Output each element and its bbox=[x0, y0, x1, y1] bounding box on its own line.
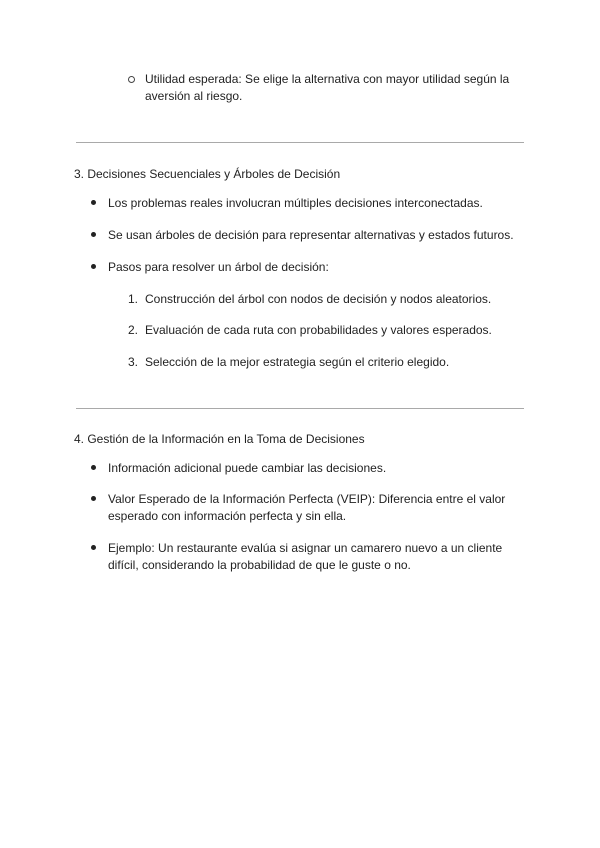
hollow-bullet-icon bbox=[128, 76, 135, 83]
section-heading: 4. Gestión de la Información en la Toma de Decisiones bbox=[74, 432, 365, 446]
step-item: Construcción del árbol con nodos de decisión y nodos aleatorios. bbox=[145, 292, 492, 306]
step-number: 3. bbox=[127, 355, 138, 369]
bullet-icon bbox=[91, 545, 96, 550]
step-item: Selección de la mejor estrategia según el criterio elegido. bbox=[145, 355, 450, 369]
bullet-item: Ejemplo: Un restaurante evalúa si asignar un camarero nuevo a un cliente bbox=[108, 541, 503, 555]
step-number: 2. bbox=[127, 323, 138, 337]
bullet-item: Valor Esperado de la Información Perfecta (VEIP): Diferencia entre el valor bbox=[108, 492, 506, 506]
bullet-item: Pasos para resolver un árbol de decisión: bbox=[108, 260, 329, 274]
bullet-item-continuation: difícil, considerando la probabilidad de que le guste o no. bbox=[108, 558, 411, 572]
bullet-icon bbox=[91, 264, 96, 269]
bullet-icon bbox=[91, 496, 96, 501]
bullet-item: Se usan árboles de decisión para representar alternativas y estados futuros. bbox=[108, 228, 514, 242]
sub-bullet-line: Utilidad esperada: Se elige la alternativa con mayor utilidad según la bbox=[145, 72, 510, 86]
bullet-item-continuation: esperado con información perfecta y sin ella. bbox=[108, 509, 347, 523]
bullet-item: Los problemas reales involucran múltiples decisiones interconectadas. bbox=[108, 196, 483, 210]
section-heading: 3. Decisiones Secuenciales y Árboles de Decisión bbox=[74, 167, 341, 181]
bullet-icon bbox=[91, 465, 96, 470]
bullet-icon bbox=[91, 232, 96, 237]
bullet-icon bbox=[91, 200, 96, 205]
step-item: Evaluación de cada ruta con probabilidades y valores esperados. bbox=[145, 323, 492, 337]
step-number: 1. bbox=[127, 292, 138, 306]
horizontal-divider bbox=[76, 408, 524, 409]
bullet-item: Información adicional puede cambiar las decisiones. bbox=[108, 461, 387, 475]
sub-bullet-line: aversión al riesgo. bbox=[145, 89, 243, 103]
horizontal-divider bbox=[76, 142, 524, 143]
